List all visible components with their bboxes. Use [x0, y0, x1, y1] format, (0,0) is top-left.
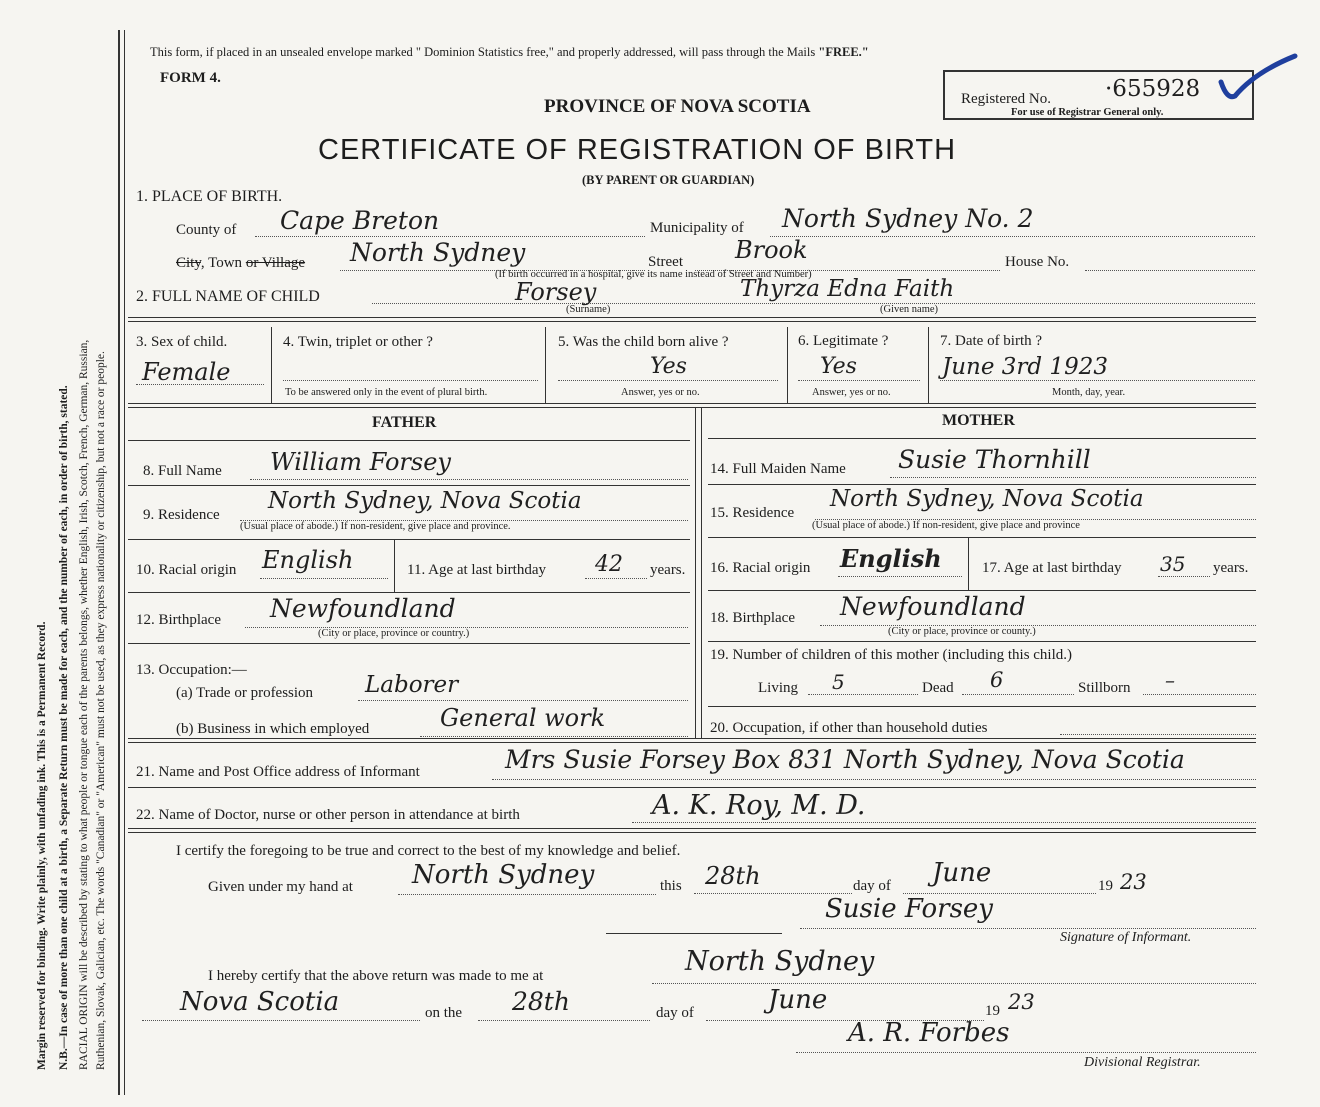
father-name-line — [250, 479, 688, 480]
alive-label: 5. Was the child born alive ? — [558, 334, 729, 350]
informant-label: 21. Name and Post Office address of Informant — [136, 764, 420, 780]
municipality-label: Municipality of — [650, 220, 744, 236]
registrar-place-line — [652, 983, 1256, 984]
registrar-statement: I hereby certify that the above return was made to me at — [208, 968, 544, 984]
father-name-value: William Forsey — [270, 448, 451, 476]
rule-after-doctor — [128, 828, 1256, 833]
mother-heading: MOTHER — [942, 412, 1015, 429]
father-rule-2 — [128, 539, 690, 540]
mother-rule-2 — [708, 537, 1256, 538]
alive-line — [558, 380, 778, 381]
reg-day-of-label: day of — [656, 1005, 694, 1021]
registered-note: For use of Registrar General only. — [1011, 107, 1164, 118]
mother-age-unit: years. — [1213, 560, 1249, 576]
day-of-label: day of — [853, 878, 891, 894]
informant-value: Mrs Susie Forsey Box 831 North Sydney, Nova Scotia — [505, 745, 1185, 774]
sex-label: 3. Sex of child. — [136, 334, 228, 350]
mother-age-line — [1158, 576, 1210, 577]
father-age-unit: years. — [650, 562, 686, 578]
father-birthplace-note: (City or place, province or country.) — [318, 628, 470, 639]
rule-after-informant — [128, 787, 1256, 788]
father-race-label: 10. Racial origin — [136, 562, 237, 578]
father-age-value: 42 — [595, 552, 623, 577]
mother-rule-3 — [708, 590, 1256, 591]
informant-signature: Susie Forsey — [825, 894, 993, 924]
father-race-line — [260, 578, 388, 579]
mother-birthplace-label: 18. Birthplace — [710, 610, 795, 626]
alive-note: Answer, yes or no. — [621, 387, 700, 398]
mail-note: This form, if placed in an unsealed envelope marked " Dominion Statistics free," and properly addressed, will pass through the Mails "FREE." — [150, 45, 869, 59]
mother-birthplace-value: Newfoundland — [840, 592, 1026, 621]
reg-day-value: 28th — [512, 987, 570, 1016]
child-given-name-value: Thyrza Edna Faith — [740, 276, 955, 302]
reg-year-value: 23 — [1008, 990, 1035, 1014]
living-value: 5 — [832, 670, 845, 694]
mother-race-label: 16. Racial origin — [710, 560, 811, 576]
legitimate-label: 6. Legitimate ? — [798, 333, 889, 349]
rule-after-row3 — [128, 403, 1256, 408]
mother-race-age-divider — [968, 537, 969, 590]
form-number: FORM 4. — [160, 70, 221, 86]
mother-name-label: 14. Full Maiden Name — [710, 461, 846, 477]
registered-number-box — [943, 70, 1254, 120]
margin-note-racial-origin-1: RACIAL ORIGIN will be described by stating to what people or tongue each of the parents belongs, whether English, Irish, Scotch, French, German, Russian, — [78, 339, 90, 1070]
registrar-place-value: North Sydney — [685, 946, 875, 977]
father-business-line — [420, 736, 688, 737]
child-name-label: 2. FULL NAME OF CHILD — [136, 288, 320, 305]
city-value: North Sydney — [350, 238, 526, 267]
year-value: 23 — [1120, 870, 1147, 894]
doctor-value: A. K. Roy, M. D. — [652, 790, 866, 821]
sex-value: Female — [142, 358, 231, 386]
province-title: PROVINCE OF NOVA SCOTIA — [544, 96, 811, 117]
registrar-signature-line — [796, 1052, 1256, 1053]
county-label: County of — [176, 222, 237, 238]
street-label: Street — [648, 254, 683, 270]
reg-month-value: June — [768, 985, 828, 1015]
father-heading-rule — [128, 440, 690, 441]
doctor-line — [632, 822, 1256, 823]
month-value: June — [932, 858, 992, 888]
twin-label: 4. Twin, triplet or other ? — [283, 334, 433, 350]
municipality-line — [770, 236, 1255, 237]
rule-after-parents — [128, 738, 1256, 743]
legitimate-line — [798, 380, 920, 381]
registrar-province-value: Nova Scotia — [180, 987, 340, 1017]
reg-day-line — [478, 1020, 650, 1021]
stillborn-value: – — [1165, 668, 1175, 692]
mother-race-value: English — [840, 544, 942, 573]
father-rule-4 — [128, 643, 690, 644]
mother-birthplace-note: (City or place, province or county.) — [888, 626, 1036, 637]
signature-line-left — [606, 933, 782, 934]
mother-name-value: Susie Thornhill — [898, 445, 1091, 474]
on-the-label: on the — [425, 1005, 463, 1021]
mother-occupation-line — [1060, 734, 1256, 735]
margin-note-racial-origin-2: Ruthenian, Slovak, Galician, etc. The words "Canadian" or "American" must not be used, as they express nationality or citizenship, but not a race or people. — [95, 351, 107, 1070]
mother-residence-value: North Sydney, Nova Scotia — [830, 486, 1144, 512]
father-trade-line — [358, 700, 688, 701]
this-label: this — [660, 878, 682, 894]
certify-statement: I certify the foregoing to be true and correct to the best of my knowledge and belief. — [176, 843, 681, 859]
divider-4-5 — [545, 327, 546, 404]
dob-label: 7. Date of birth ? — [940, 333, 1043, 349]
legitimate-note: Answer, yes or no. — [812, 387, 891, 398]
mother-rule-4 — [708, 641, 1256, 642]
sex-line — [136, 384, 264, 385]
mother-birthplace-line — [820, 625, 1256, 626]
given-name-caption: (Given name) — [880, 304, 939, 315]
county-line — [255, 236, 645, 237]
reg-year-prefix: 19 — [985, 1003, 1000, 1019]
father-trade-label: (a) Trade or profession — [176, 685, 314, 701]
legitimate-value: Yes — [820, 354, 857, 379]
registered-value: ·655928 — [1105, 76, 1201, 102]
surname-caption: (Surname) — [566, 304, 611, 315]
informant-line — [492, 779, 1256, 780]
day-value: 28th — [705, 862, 761, 890]
father-race-age-divider — [394, 539, 395, 592]
mother-rule-1 — [708, 484, 1256, 485]
mother-name-line — [890, 477, 1256, 478]
registered-label: Registered No. — [961, 91, 1051, 107]
house-line — [1085, 270, 1255, 271]
father-rule-3 — [128, 592, 690, 593]
father-race-value: English — [262, 546, 354, 574]
father-birthplace-label: 12. Birthplace — [136, 612, 221, 628]
mother-rule-5 — [708, 706, 1256, 707]
certificate-title: CERTIFICATE OF REGISTRATION OF BIRTH — [318, 134, 957, 166]
father-birthplace-value: Newfoundland — [270, 594, 456, 623]
registrar-province-line — [142, 1020, 420, 1021]
living-line — [808, 694, 918, 695]
father-trade-value: Laborer — [365, 672, 459, 698]
mother-age-label: 17. Age at last birthday — [982, 560, 1122, 576]
father-residence-value: North Sydney, Nova Scotia — [268, 488, 582, 514]
margin-note-binding: Margin reserved for binding. Write plainly, with unfading ink. This is a Permanent Record. — [36, 621, 48, 1070]
father-heading: FATHER — [372, 414, 437, 431]
given-place-value: North Sydney — [412, 860, 595, 890]
certificate-subtitle: (BY PARENT OR GUARDIAN) — [582, 173, 755, 187]
rule-after-name — [128, 317, 1256, 322]
doctor-label: 22. Name of Doctor, nurse or other person in attendance at birth — [136, 807, 520, 823]
parents-center-rule-2 — [701, 408, 702, 738]
dob-value: June 3rd 1923 — [942, 354, 1108, 380]
father-residence-label: 9. Residence — [143, 507, 220, 523]
father-age-line — [585, 578, 647, 579]
parents-center-rule — [695, 408, 696, 738]
dob-note: Month, day, year. — [1052, 387, 1126, 398]
signature-line — [800, 928, 1256, 929]
divider-5-6 — [787, 327, 788, 404]
given-place-line — [398, 894, 656, 895]
dead-line — [962, 694, 1074, 695]
signature-label: Signature of Informant. — [1060, 930, 1192, 945]
stillborn-label: Stillborn — [1078, 680, 1131, 696]
mother-residence-note: (Usual place of abode.) If non-resident, give place and province — [812, 520, 1080, 531]
child-name-line — [372, 303, 1255, 304]
place-of-birth-heading: 1. PLACE OF BIRTH. — [136, 188, 283, 205]
margin-rule — [118, 30, 120, 1095]
hospital-note: (If birth occurred in a hospital, give its name instead of Street and Number) — [495, 269, 812, 280]
margin-rule-inner — [124, 30, 125, 1095]
divider-3-4 — [271, 327, 272, 404]
dob-line — [940, 380, 1255, 381]
divider-6-7 — [928, 327, 929, 404]
municipality-value: North Sydney No. 2 — [782, 204, 1034, 233]
twin-note: To be answered only in the event of plural birth. — [285, 387, 488, 398]
registrar-label: Divisional Registrar. — [1084, 1055, 1201, 1070]
dead-label: Dead — [922, 680, 954, 696]
father-occupation-label: 13. Occupation:— — [136, 662, 247, 678]
child-surname-value: Forsey — [515, 278, 597, 306]
mother-occupation-label: 20. Occupation, if other than household duties — [710, 720, 988, 736]
year-prefix: 19 — [1098, 878, 1113, 894]
mother-race-line — [838, 576, 962, 577]
twin-line — [283, 380, 538, 381]
mother-age-value: 35 — [1160, 552, 1186, 576]
check-mark-icon — [1215, 52, 1300, 107]
city-town-label: City, Town or Village — [176, 255, 306, 271]
father-name-label: 8. Full Name — [143, 463, 222, 479]
dead-value: 6 — [990, 668, 1004, 692]
given-label: Given under my hand at — [208, 879, 353, 895]
mother-residence-label: 15. Residence — [710, 505, 795, 521]
county-value: Cape Breton — [280, 206, 440, 235]
margin-note-plural-births: N.B.—In case of more than one child at a birth, a Separate Return must be made for each, and the number of each, in order of birth, stated. — [58, 385, 70, 1070]
house-number-label: House No. — [1005, 254, 1070, 270]
alive-value: Yes — [650, 354, 687, 379]
mother-heading-rule — [708, 438, 1256, 439]
registrar-signature: A. R. Forbes — [848, 1018, 1010, 1048]
father-business-label: (b) Business in which employed — [176, 721, 370, 737]
father-age-label: 11. Age at last birthday — [407, 562, 546, 578]
street-value: Brook — [735, 236, 808, 264]
mother-children-label: 19. Number of children of this mother (including this child.) — [710, 647, 1073, 663]
stillborn-line — [1143, 694, 1256, 695]
living-label: Living — [758, 680, 798, 696]
father-residence-note: (Usual place of abode.) If non-resident, give place and province. — [240, 521, 511, 532]
father-rule-1 — [128, 485, 690, 486]
father-business-value: General work — [440, 704, 606, 732]
